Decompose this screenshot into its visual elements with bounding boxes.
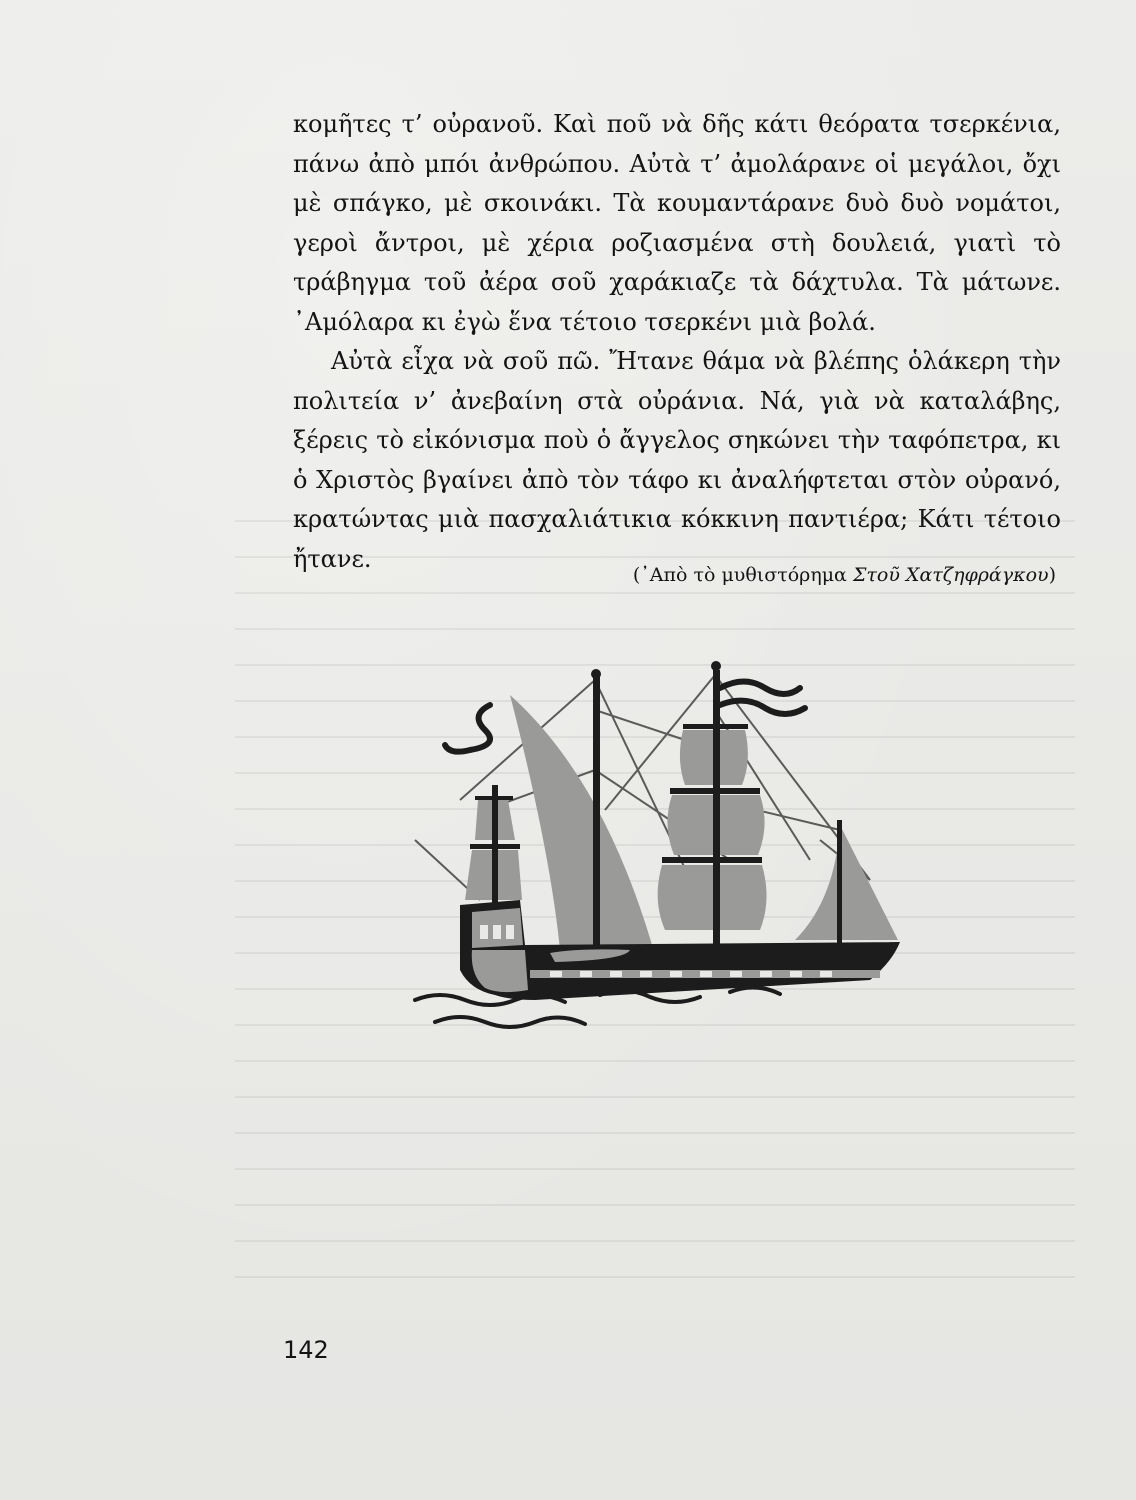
page-number: 142 [283,1336,329,1364]
source-suffix: ) [1048,564,1056,586]
mast-flag-2 [720,701,805,714]
paragraph-2: Αὐτὰ εἶχα νὰ σοῦ πῶ. Ἤτανε θάμα νὰ βλέπης ὁλάκερη τὴν πολιτεία ν’ ἀνεβαίνη στὰ οὐράνια. Νά, γιὰ νὰ καταλάβης, ξέρεις τὸ εἰκόνισμα ποὺ ὁ ἄγγελος σηκώνει τὴν ταφόπετρα, κι ὁ Χριστὸς βγαίνει ἀπὸ τὸν τάφο κι ἀναλήφτεται στὸν οὐρανό, κρατώντας μιὰ πασχαλιάτικια κόκκινη παντιέρα; Κάτι τέτοιο ἤτανε. [293,347,1061,573]
mast-flag-1 [720,682,800,695]
paragraph-1: κομῆτες τ’ οὐρανοῦ. Καὶ ποῦ νὰ δῆς κάτι θεόρατα τσερκένια, πάνω ἀπὸ μπόι ἀνθρώπου. Αὐτὰ τ’ ἀμολάρανε οἱ μεγάλοι, ὄχι μὲ σπάγκο, μὲ σκοινάκι. Τὰ κουμαντάρανε δυὸ δυὸ νομάτοι, γεροὶ ἄντροι, μὲ χέρια ροζιασμένα στὴ δουλειά, γιατὶ τὸ τράβηγμα τοῦ ἀέρα σοῦ χαράκιαζε τὰ δάχτυλα. Τὰ μάτωνε. ᾿Αμόλαρα κι ἐγὼ ἕνα τέτοιο τσερκένι μιὰ βολά. [293,110,1061,336]
lateen-sail [510,695,655,955]
source-citation [633,562,1056,588]
main-text [293,105,1061,579]
masts [470,661,842,980]
source-title: Στοῦ Χατζηφράγκου [852,564,1049,586]
sails [465,695,898,955]
jib-sail [795,825,898,940]
main-course-sail [658,865,767,930]
sailing-ship-illustration [400,650,920,1050]
source-prefix: (᾿Απὸ τὸ μυθιστόρημα [632,564,853,586]
stern-pennant [445,705,490,752]
